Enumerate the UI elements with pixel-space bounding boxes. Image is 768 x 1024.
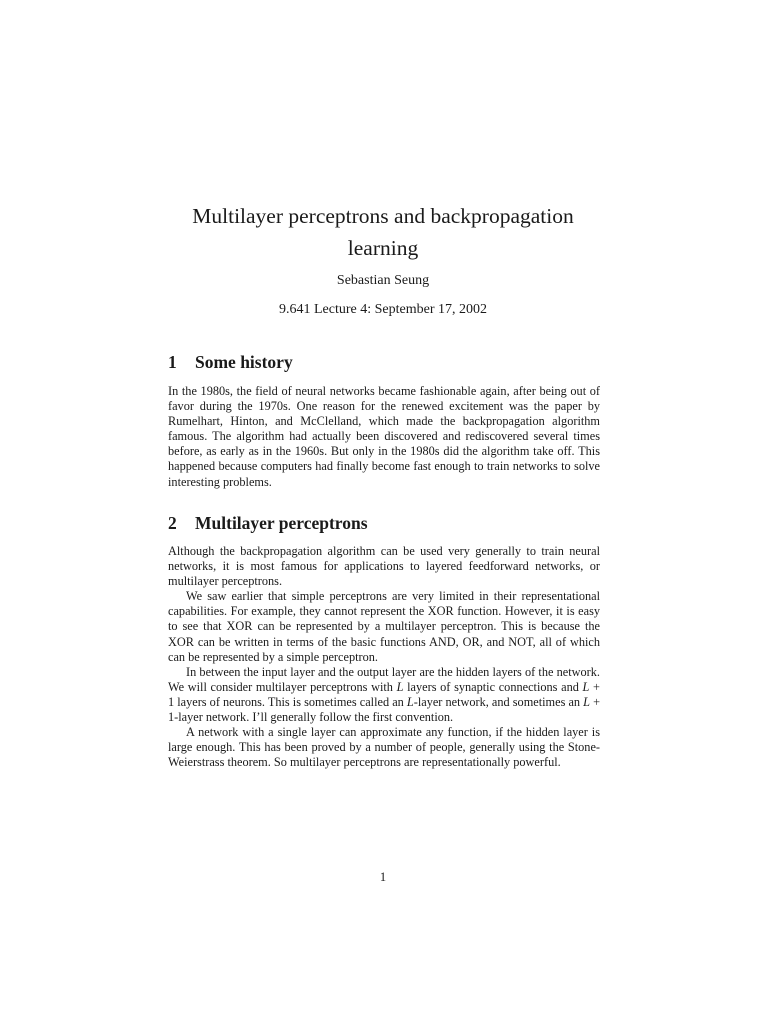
paragraph-text: + 1-layer network. I’ll generally follow the first convention. bbox=[168, 694, 600, 725]
paragraph: We saw earlier that simple perceptrons are very limited in their representational capabilities. For example, they cannot represent the XOR function. However, it is easy to see that XOR can be represented by a multilayer perceptron. This is because the XOR can be written in terms of the basic functions AND, OR, and NOT, all of which can be represented by a simple perceptron. bbox=[168, 589, 600, 664]
math-variable: L bbox=[396, 679, 404, 694]
paper-title: Multilayer perceptrons and backpropagation learning bbox=[192, 204, 574, 260]
page-number: 1 bbox=[379, 870, 387, 884]
section-body-multilayer-perceptrons bbox=[168, 544, 600, 770]
math-variable: L bbox=[406, 694, 414, 709]
paragraph-text: -layer network, and sometimes an bbox=[413, 694, 584, 709]
section-title: Multilayer perceptrons bbox=[195, 513, 368, 533]
section-number: 1 bbox=[168, 352, 177, 372]
paragraph-text: layers of synaptic connections and bbox=[403, 679, 583, 694]
paragraph: In the 1980s, the field of neural networks became fashionable again, after being out of favor during the 1970s. One reason for the renewed excitement was the paper by Rumelhart, Hinton, and McClelland, which made the backpropagation algorithm famous. The algorithm had actually been discovered and rediscovered several times before, as early as in the 1960s. But only in the 1980s did the algorithm take off. This happened because computers had finally become fast enough to train networks to solve interesting problems. bbox=[168, 384, 600, 489]
section-body-some-history bbox=[168, 384, 600, 490]
section-heading-some-history bbox=[168, 350, 598, 374]
math-variable: L bbox=[583, 694, 590, 709]
paragraph-text: + 1 layers of neurons. This is sometimes called an bbox=[168, 679, 600, 709]
section-heading-multilayer-perceptrons bbox=[168, 511, 598, 535]
paragraph-text: In between the input layer and the output layer are the hidden layers of the network. We will consider multilayer perceptrons with bbox=[168, 664, 600, 694]
lecture-date-line: 9.641 Lecture 4: September 17, 2002 bbox=[278, 302, 487, 317]
math-variable: L bbox=[582, 679, 590, 694]
section-title: Some history bbox=[195, 352, 293, 372]
paragraph bbox=[168, 665, 600, 725]
paragraph: Although the backpropagation algorithm can be used very generally to train neural networks, it is most famous for applications to layered feedforward networks, or multilayer perceptrons. bbox=[168, 544, 600, 589]
section-number: 2 bbox=[168, 513, 177, 533]
paragraph: A network with a single layer can approximate any function, if the hidden layer is large enough. This has been proved by a number of people, generally using the Stone-Weierstrass theorem. So multilayer perceptrons are representationally powerful. bbox=[168, 725, 600, 770]
author-name: Sebastian Seung bbox=[336, 273, 430, 288]
